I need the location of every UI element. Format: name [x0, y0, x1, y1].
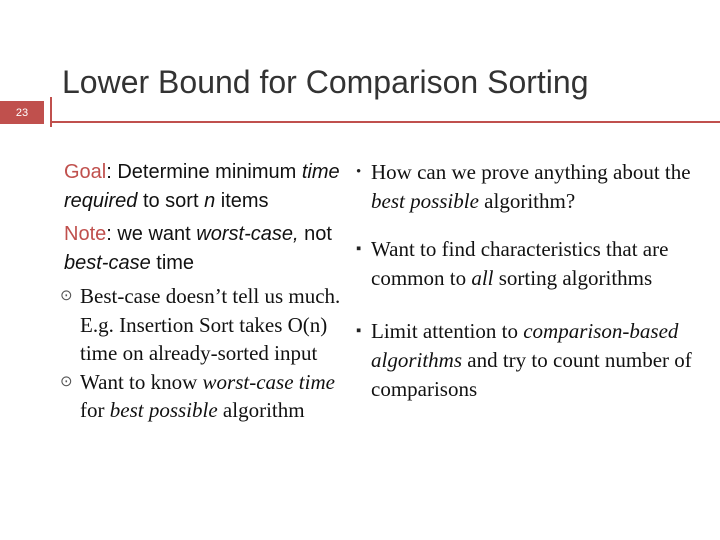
- left-column: [60, 158, 356, 425]
- title-divider-horizontal: [50, 121, 720, 123]
- sub2-worst-case-time: worst-case time: [202, 369, 335, 394]
- rb3-comparison-based: comparison-based algorithms: [371, 319, 679, 372]
- rb2-text-2: sorting algorithms: [493, 266, 653, 290]
- square-bullet-icon: ▪: [356, 323, 362, 339]
- sub-bullet-best-case: [60, 282, 356, 368]
- slide-title: Lower Bound for Comparison Sorting: [62, 64, 589, 100]
- sub2-text-1: Want to know: [80, 369, 203, 394]
- round-bullet-icon: •: [356, 164, 362, 180]
- sub2-text-2: for: [80, 398, 110, 422]
- right-bullet-limit: [356, 317, 716, 404]
- rb2-text-1: Want to find characteristics that are common to: [371, 237, 669, 290]
- goal-time-required: time required: [64, 161, 340, 212]
- circle-dot-icon: ⊙: [60, 373, 73, 390]
- note-text-1: : we want: [106, 223, 197, 245]
- note-text-3: time: [150, 252, 195, 274]
- note-worst-case: worst-case,: [196, 223, 299, 245]
- rb2-all: all: [471, 266, 494, 290]
- note-label: Note: [64, 223, 107, 245]
- page-number-badge: 23: [0, 101, 44, 124]
- sub-bullet-worst-case: [60, 368, 356, 425]
- rb3-text-2: and try to count number of comparisons: [371, 348, 692, 401]
- goal-text-1: : Determine minimum: [106, 161, 302, 183]
- square-bullet-icon: ▪: [356, 241, 362, 257]
- goal-label: Goal: [64, 161, 107, 183]
- rb1-best-possible: best possible: [371, 189, 479, 213]
- rb1-text-2: algorithm?: [478, 189, 576, 213]
- note-text-2: not: [298, 223, 332, 245]
- note-paragraph: [64, 220, 356, 278]
- rb1-text-1: How can we prove anything about the: [371, 160, 691, 184]
- circle-dot-icon: ⊙: [60, 288, 73, 304]
- sub-bullet-1-text: Best-case doesn’t tell us much. E.g. Insertion Sort takes O(n) time on already-sorted input: [80, 284, 341, 365]
- goal-paragraph: [64, 158, 356, 216]
- right-bullet-prove: [356, 158, 716, 216]
- goal-text-3: items: [215, 190, 269, 212]
- sub2-best-possible: best possible: [109, 398, 218, 422]
- note-best-case: best-case: [64, 252, 151, 274]
- right-bullet-characteristics: [356, 235, 716, 293]
- goal-text-2: to sort: [137, 190, 205, 212]
- right-column: [356, 158, 716, 404]
- rb3-text-1: Limit attention to: [371, 319, 524, 343]
- goal-n: n: [204, 190, 216, 212]
- sub2-text-3: algorithm: [217, 398, 305, 422]
